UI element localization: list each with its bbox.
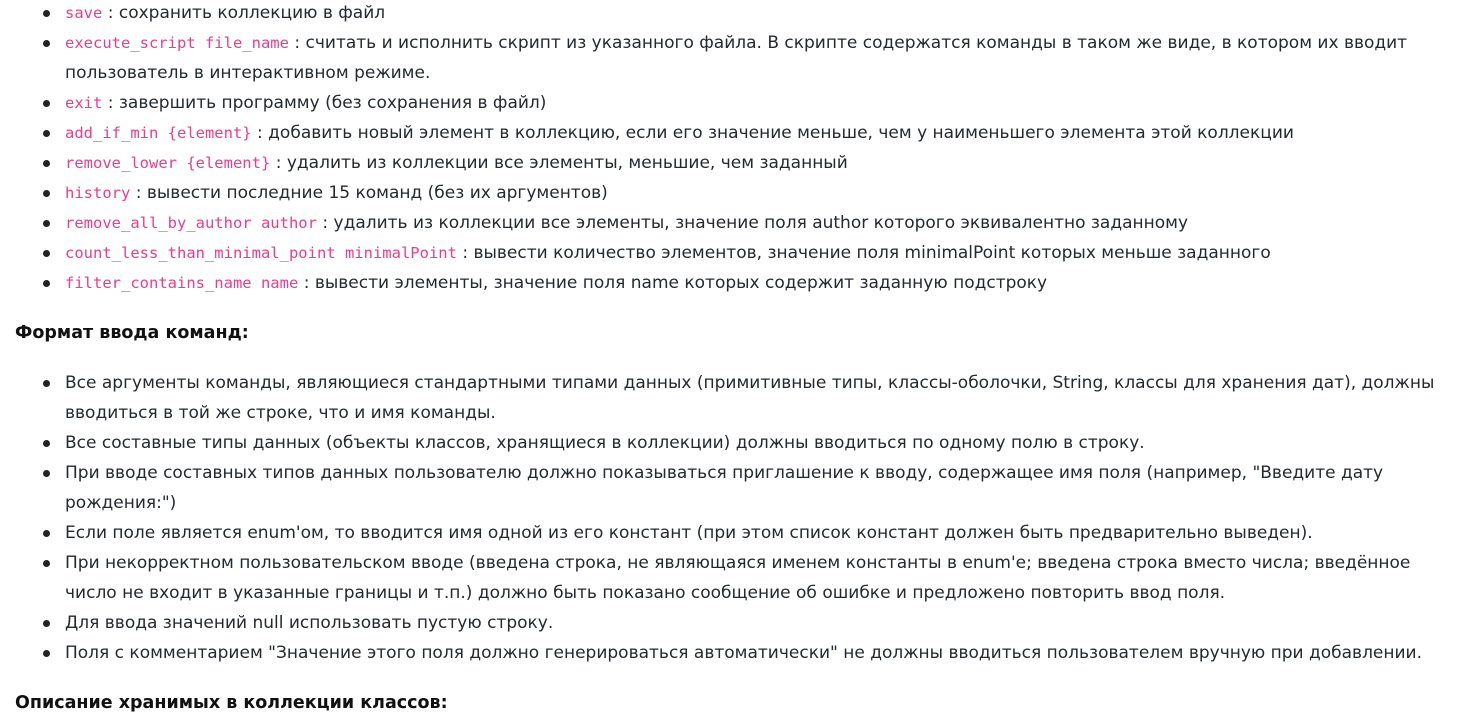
command-description: : считать и исполнить скрипт из указанного файла. В скрипте содержатся команды в таком же виде, в котором их вводит пользователь в интерактивном режиме. xyxy=(65,33,1408,83)
command-code: history xyxy=(65,184,131,202)
list-item: Поля с комментарием "Значение этого поля должно генерироваться автоматически" не должны вводиться пользователем вручную при добавлении. xyxy=(65,638,1455,668)
command-description: : удалить из коллекции все элементы, меньшие, чем заданный xyxy=(275,153,848,173)
command-code: execute_script file_name xyxy=(65,34,289,52)
format-heading: Формат ввода команд: xyxy=(15,323,249,343)
command-description: : завершить программу (без сохранения в файл) xyxy=(107,93,547,113)
list-item xyxy=(65,268,1455,298)
list-item: Если поле является enum'ом, то вводится имя одной из его констант (при этом список констант должен быть предварительно выведен). xyxy=(65,518,1455,548)
list-item xyxy=(65,238,1455,268)
classes-heading: Описание хранимых в коллекции классов: xyxy=(15,693,448,713)
command-description: : вывести последние 15 команд (без их аргументов) xyxy=(135,183,608,203)
list-item xyxy=(65,118,1455,148)
command-code: add_if_min {element} xyxy=(65,124,252,142)
command-description: : вывести элементы, значение поля name которых содержит заданную подстроку xyxy=(303,273,1048,293)
list-item: Для ввода значений null использовать пустую строку. xyxy=(65,608,1455,638)
list-item xyxy=(65,0,1455,28)
command-code: count_less_than_minimal_point minimalPoint xyxy=(65,244,457,262)
format-rules-list xyxy=(15,368,1455,668)
command-code: remove_lower {element} xyxy=(65,154,271,172)
document xyxy=(15,0,1455,718)
list-item xyxy=(65,28,1455,88)
command-code: exit xyxy=(65,94,103,112)
list-item: Все составные типы данных (объекты классов, хранящиеся в коллекции) должны вводиться по одному полю в строку. xyxy=(65,428,1455,458)
list-item xyxy=(65,148,1455,178)
list-item: При вводе составных типов данных пользователю должно показываться приглашение к вводу, содержащее имя поля (например, "Введите дату рождения:") xyxy=(65,458,1455,518)
command-description: : добавить новый элемент в коллекцию, если его значение меньше, чем у наименьшего элемента этой коллекции xyxy=(257,123,1294,143)
command-description: : сохранить коллекцию в файл xyxy=(107,3,386,23)
command-description: : удалить из коллекции все элементы, значение поля author которого эквивалентно заданному xyxy=(322,213,1189,233)
list-item: При некорректном пользовательском вводе (введена строка, не являющаяся именем константы в enum'е; введена строка вместо числа; введённое число не входит в указанные границы и т.п.) должно быть показано сообщение об ошибке и предложено повторить ввод поля. xyxy=(65,548,1455,608)
list-item: Все аргументы команды, являющиеся стандартными типами данных (примитивные типы, классы-оболочки, String, классы для хранения дат), должны вводиться в той же строке, что и имя команды. xyxy=(65,368,1455,428)
list-item xyxy=(65,88,1455,118)
list-item xyxy=(65,178,1455,208)
command-list xyxy=(15,0,1455,298)
command-code: remove_all_by_author author xyxy=(65,214,317,232)
command-code: filter_contains_name name xyxy=(65,274,299,292)
list-item xyxy=(65,208,1455,238)
command-code: save xyxy=(65,4,103,22)
command-description: : вывести количество элементов, значение поля minimalPoint которых меньше заданного xyxy=(462,243,1271,263)
